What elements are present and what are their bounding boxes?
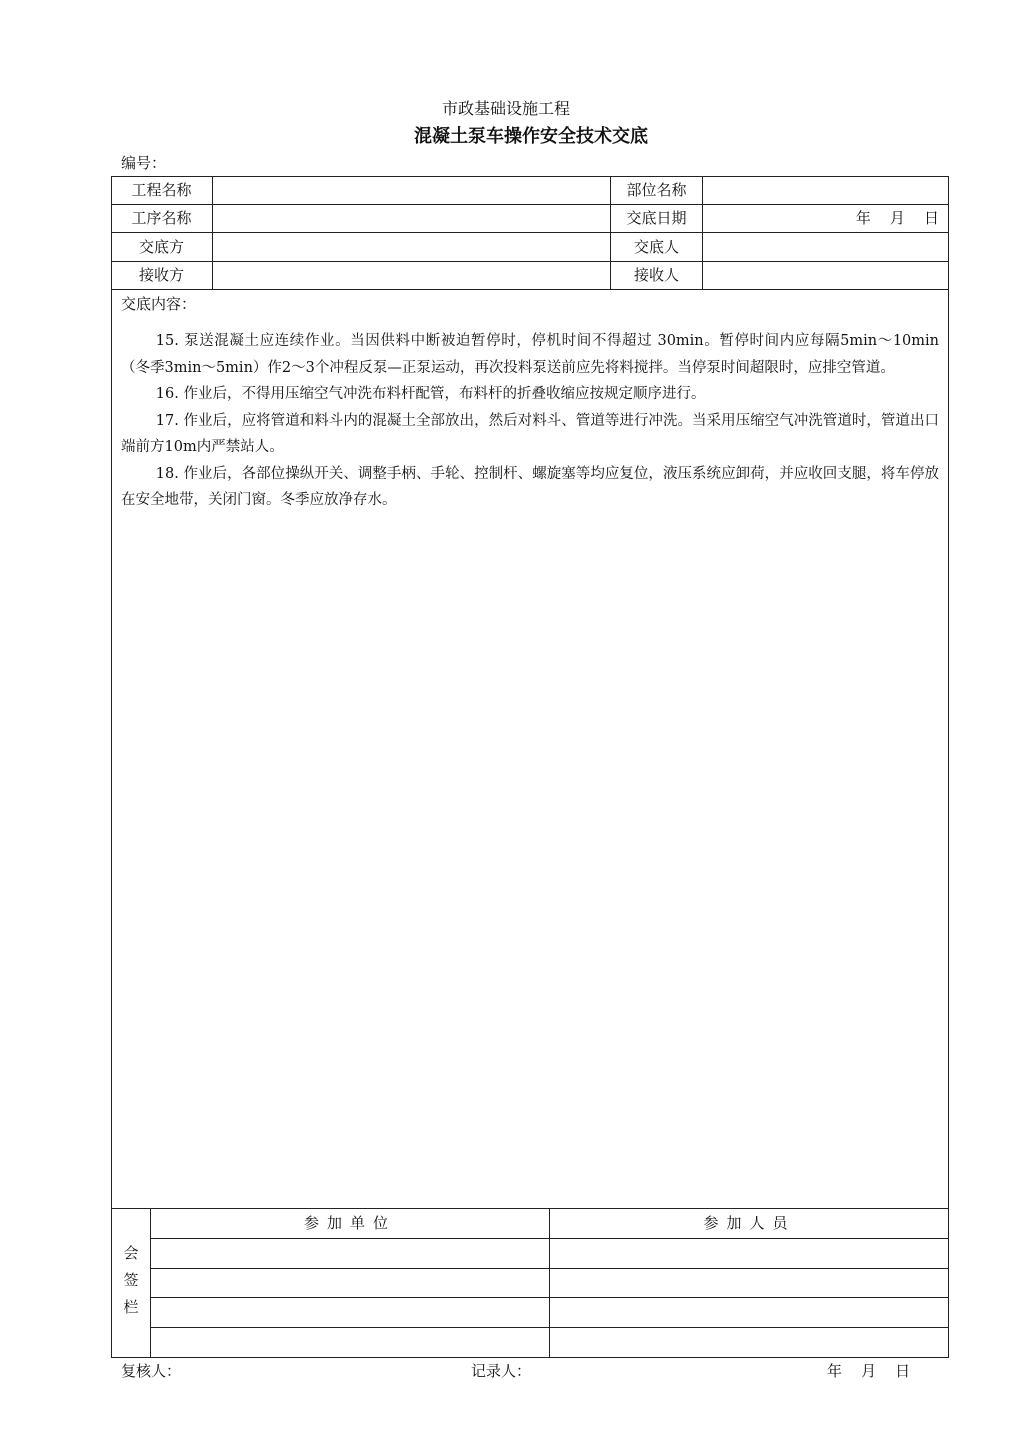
issuer-party-label: 交底方 <box>138 238 184 256</box>
reviewer-label: 复核人： <box>121 1362 182 1380</box>
signature-label-char: 栏 <box>123 1298 139 1316</box>
signature-unit-field[interactable] <box>151 1298 549 1327</box>
issuer-person-field[interactable] <box>703 233 949 261</box>
signature-section-label <box>112 1240 150 1321</box>
signature-person-field[interactable] <box>550 1239 949 1268</box>
signature-label-char: 签 <box>123 1271 139 1289</box>
content-label: 交底内容： <box>121 295 197 313</box>
date-label: 交底日期 <box>626 209 687 227</box>
date-field[interactable]: 年 月 日 <box>855 209 939 227</box>
signature-unit-field[interactable] <box>151 1239 549 1268</box>
signature-person-field[interactable] <box>550 1298 949 1327</box>
serial-number-label: 编号： <box>121 154 167 172</box>
project-name-label: 工程名称 <box>131 181 192 199</box>
project-name-field[interactable] <box>213 176 610 204</box>
location-field[interactable] <box>703 176 949 204</box>
participating-unit-header: 参加单位 <box>303 1214 396 1232</box>
signature-unit-field[interactable] <box>151 1328 549 1357</box>
receiver-party-label: 接收方 <box>138 266 184 284</box>
receiver-party-field[interactable] <box>213 261 610 289</box>
content-body <box>121 328 939 514</box>
issuer-party-field[interactable] <box>213 233 610 261</box>
receiver-person-label: 接收人 <box>633 266 679 284</box>
process-name-label: 工序名称 <box>131 209 192 227</box>
signature-person-field[interactable] <box>550 1269 949 1297</box>
content-paragraph: 17. 作业后，应将管道和料斗内的混凝土全部放出，然后对料斗、管道等进行冲洗。当采用压缩空气冲洗管道时，管道出口端前方10m内严禁站人。 <box>121 412 939 455</box>
location-label: 部位名称 <box>626 181 687 199</box>
content-paragraph: 18. 作业后，各部位操纵开关、调整手柄、手轮、控制杆、螺旋塞等均应复位，液压系统应卸荷，并应收回支腿，将车停放在安全地带，关闭门窗。冬季应放净存水。 <box>121 465 939 508</box>
participating-person-header: 参加人员 <box>703 1214 796 1232</box>
receiver-person-field[interactable] <box>703 261 949 289</box>
info-row-divider <box>111 289 949 290</box>
content-paragraph: 15. 泵送混凝土应连续作业。当因供料中断被迫暂停时，停机时间不得超过 30min。暂停时间内应每隔5min～10min（冬季3min～5min）作2～3个冲程反泵—正泵运动，再次投料泵送前应先将料搅拌。当停泵时间超限时，应排空管道。 <box>121 333 939 376</box>
content-paragraph: 16. 作业后，不得用压缩空气冲洗布料杆配管，布料杆的折叠收缩应按规定顺序进行。 <box>155 386 706 402</box>
process-name-field[interactable] <box>213 204 610 232</box>
signature-label-char: 会 <box>123 1244 139 1262</box>
issuer-person-label: 交底人 <box>633 238 679 256</box>
recorder-label: 记录人： <box>471 1362 532 1380</box>
signature-person-field[interactable] <box>550 1328 949 1357</box>
signature-unit-field[interactable] <box>151 1269 549 1297</box>
document-subtitle: 市政基础设施工程 <box>441 99 570 118</box>
document-title: 混凝土泵车操作安全技术交底 <box>414 126 648 147</box>
footer-date-label: 年 月 日 <box>827 1362 911 1380</box>
